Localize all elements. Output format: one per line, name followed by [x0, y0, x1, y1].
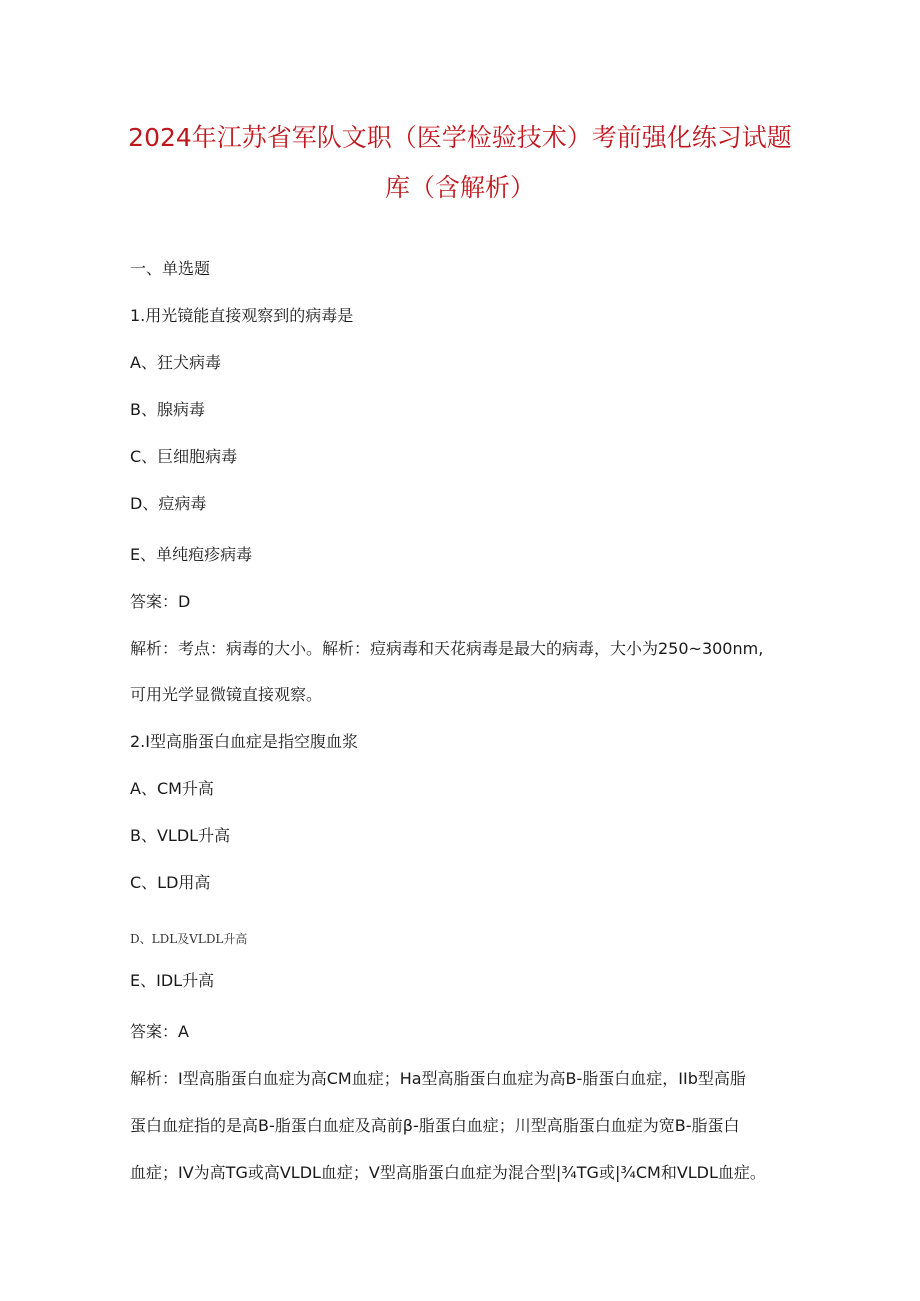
document-title-line-2: 库（含解析）	[384, 173, 535, 202]
question-2-option-c: C、LD用高	[130, 873, 211, 892]
question-2-analysis-line-2: 蛋白血症指的是高B-脂蛋白血症及高前β-脂蛋白血症；川型高脂蛋白血症为宽B-脂蛋白	[130, 1116, 740, 1135]
question-1-answer: 答案：D	[130, 592, 191, 611]
question-1-analysis-line-1: 解析：考点：病毒的大小。解析：痘病毒和天花病毒是最大的病毒，大小为250~300nm,	[130, 639, 764, 658]
question-1-analysis-line-2: 可用光学显微镜直接观察。	[130, 685, 323, 704]
question-2-stem: 2.I型高脂蛋白血症是指空腹血浆	[130, 732, 358, 751]
question-1-option-c: C、巨细胞病毒	[130, 447, 238, 466]
question-2-option-d: D、LDL及VLDL升高	[130, 932, 248, 946]
question-2-answer: 答案：A	[130, 1022, 189, 1041]
question-1-option-d: D、痘病毒	[130, 494, 207, 513]
question-2-option-a: A、CM升高	[130, 779, 214, 798]
question-1-option-b: B、腺病毒	[130, 400, 205, 419]
question-2-option-b: B、VLDL升高	[130, 826, 231, 845]
section-heading: 一、单选题	[130, 259, 211, 278]
question-1-stem: 1.用光镜能直接观察到的病毒是	[130, 306, 354, 325]
question-2-option-e: E、IDL升高	[130, 971, 215, 990]
question-1-option-e: E、单纯疱疹病毒	[130, 545, 253, 564]
question-1-option-a: A、狂犬病毒	[130, 353, 221, 372]
document-title-line-1: 2024年江苏省军队文职（医学检验技术）考前强化练习试题	[128, 123, 792, 152]
question-2-analysis-line-1: 解析：I型高脂蛋白血症为高CM血症；Ha型高脂蛋白血症为高B-脂蛋白血症，IIb型高脂	[130, 1069, 746, 1088]
question-2-analysis-line-3: 血症；IV为高TG或高VLDL血症；V型高脂蛋白血症为混合型|¾TG或|¾CM和VLDL血症。	[130, 1163, 766, 1182]
